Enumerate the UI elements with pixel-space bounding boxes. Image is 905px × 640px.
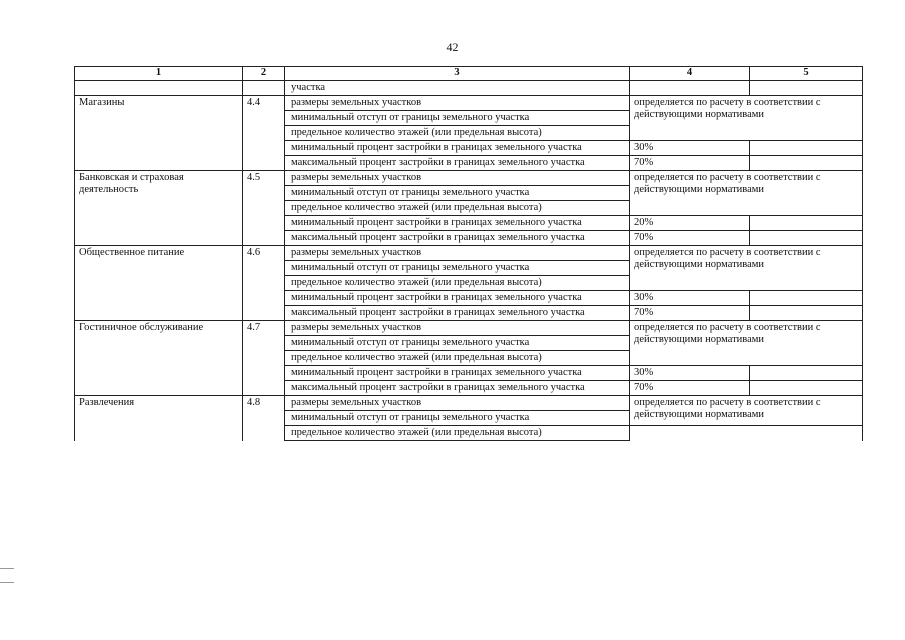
calc-note: определяется по расчету в соответствии с действующими нормативами: [630, 171, 863, 216]
table-row: [75, 171, 863, 186]
max-pct-value: 70%: [630, 306, 750, 321]
use-code: 4.7: [243, 321, 285, 396]
use-name: Развлечения: [75, 396, 243, 441]
continuation-text: участка: [285, 81, 630, 96]
param-min-pct: минимальный процент застройки в границах земельного участка: [285, 366, 630, 381]
use-code: 4.8: [243, 396, 285, 441]
min-pct-value: 30%: [630, 366, 750, 381]
calc-note: определяется по расчету в соответствии с действующими нормативами: [630, 96, 863, 141]
min-pct-value: 30%: [630, 291, 750, 306]
use-name: Общественное питание: [75, 246, 243, 321]
min-pct-value: 20%: [630, 216, 750, 231]
scan-margin-mark: [0, 582, 14, 583]
max-pct-value: 70%: [630, 231, 750, 246]
param-max-pct: максимальный процент застройки в границах земельного участка: [285, 381, 630, 396]
use-code: 4.5: [243, 171, 285, 246]
param-setback: минимальный отступ от границы земельного участка: [285, 111, 630, 126]
param-max-pct: максимальный процент застройки в границах земельного участка: [285, 156, 630, 171]
param-sizes: размеры земельных участков: [285, 171, 630, 186]
param-floors: предельное количество этажей (или предельная высота): [285, 201, 630, 216]
param-sizes: размеры земельных участков: [285, 96, 630, 111]
min-pct-value: 30%: [630, 141, 750, 156]
calc-note: определяется по расчету в соответствии с действующими нормативами: [630, 396, 863, 426]
param-setback: минимальный отступ от границы земельного участка: [285, 336, 630, 351]
use-name: Гостиничное обслуживание: [75, 321, 243, 396]
calc-note: определяется по расчету в соответствии с действующими нормативами: [630, 321, 863, 366]
table-row: [75, 321, 863, 336]
param-sizes: размеры земельных участков: [285, 396, 630, 411]
table-row: [75, 96, 863, 111]
param-sizes: размеры земельных участков: [285, 246, 630, 261]
max-pct-value: 70%: [630, 381, 750, 396]
header-col-4: 4: [630, 67, 750, 81]
header-col-3: 3: [285, 67, 630, 81]
land-use-table: [74, 66, 863, 441]
header-col-1: 1: [75, 67, 243, 81]
use-name: Банковская и страховая деятельность: [75, 171, 243, 246]
scan-margin-mark: [0, 568, 14, 569]
max-pct-value: 70%: [630, 156, 750, 171]
param-floors: предельное количество этажей (или предельная высота): [285, 126, 630, 141]
param-floors: предельное количество этажей (или предельная высота): [285, 426, 630, 441]
calc-note: определяется по расчету в соответствии с действующими нормативами: [630, 246, 863, 291]
param-min-pct: минимальный процент застройки в границах земельного участка: [285, 291, 630, 306]
use-code: 4.4: [243, 96, 285, 171]
use-code: 4.6: [243, 246, 285, 321]
param-setback: минимальный отступ от границы земельного участка: [285, 261, 630, 276]
header-col-5: 5: [750, 67, 863, 81]
header-row: [75, 67, 863, 81]
table-row: [75, 246, 863, 261]
param-setback: минимальный отступ от границы земельного участка: [285, 186, 630, 201]
param-max-pct: максимальный процент застройки в границах земельного участка: [285, 231, 630, 246]
page-number: 42: [446, 40, 459, 54]
param-sizes: размеры земельных участков: [285, 321, 630, 336]
table-row: [75, 396, 863, 411]
param-min-pct: минимальный процент застройки в границах земельного участка: [285, 216, 630, 231]
param-max-pct: максимальный процент застройки в границах земельного участка: [285, 306, 630, 321]
use-name: Магазины: [75, 96, 243, 171]
header-col-2: 2: [243, 67, 285, 81]
param-floors: предельное количество этажей (или предельная высота): [285, 351, 630, 366]
param-setback: минимальный отступ от границы земельного участка: [285, 411, 630, 426]
continuation-row: [75, 81, 863, 96]
param-floors: предельное количество этажей (или предельная высота): [285, 276, 630, 291]
param-min-pct: минимальный процент застройки в границах земельного участка: [285, 141, 630, 156]
